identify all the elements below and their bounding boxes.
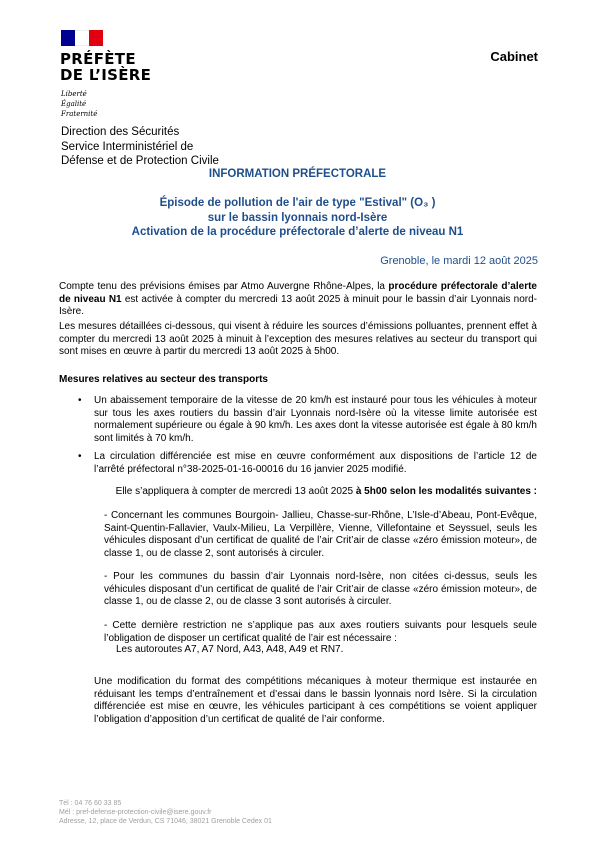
republic-motto [61, 89, 97, 119]
episode-title [0, 196, 595, 240]
exception-roads-list: Les autoroutes A7, A7 Nord, A43, A48, A49 et RN7. [116, 644, 344, 655]
service-line-2: Service Interministériel de [61, 140, 194, 153]
motto-fraternite: Fraternité [61, 110, 98, 118]
footer-contact [59, 799, 272, 826]
info-title: INFORMATION PRÉFECTORALE [208, 168, 387, 180]
intro-paragraph [59, 281, 537, 319]
intro-text-a: Compte tenu des prévisions émises par Atmo Auvergne Rhône-Alpes, la [59, 281, 389, 292]
competitions-paragraph: Une modification du format des compétitions mécaniques à moteur thermique est instaurée en réduisant les temps d’entraînement et d’essai dans le bassin lyonnais nord Isère. Si la circulation différenciée est mise en œuvre, les véhicules participant à ces compétitions se voient appliquer l’obligation d’apposition d’un certificat de qualité de l’air conforme. [94, 676, 537, 725]
schedule-text-bold: à 5h00 selon les modalités suivantes : [355, 486, 537, 497]
prefecture-line-1: PRÉFÈTE [60, 50, 136, 68]
prefecture-name [60, 51, 151, 83]
bullet-2-marker: • [78, 451, 82, 462]
footer-phone: Tél : 04 76 60 33 85 [59, 800, 122, 807]
republic-flag-logo [61, 30, 103, 46]
bullet-1-text: Un abaissement temporaire de la vitesse de 20 km/h est instauré pour tous les véhicules à moteur sur tous les axes routiers du bassin d’air Lyonnais nord-Isère où la vitesse limite autorisée est normalement supérieure ou égale à 90 km/h. Les axes dont la vitesse autorisée est égale à 80 km/h sont limités à 70 km/h. [94, 395, 537, 444]
restriction-other-communes: - Pour les communes du bassin d’air Lyonnais nord-Isère, non citées ci-dessus, seuls les véhicules disposant d’un certificat de qualité de l’air Crit’air de classe «zéro émission moteur», de classe 1, ou de classe 2, ou de classe 3 sont autorisés à circuler. [104, 571, 537, 607]
flag-white-band [75, 30, 89, 46]
footer-address: Adresse, 12, place de Verdun, CS 71046, 38021 Grenoble Cedex 01 [59, 818, 272, 825]
restriction-communes: - Concernant les communes Bourgoin- Jallieu, Chasse-sur-Rhône, L’Isle-d’Abeau, Pont-Evêque, Saint-Quentin-Fallavier, Vaulx-Milieu, La Verpillère, Vienne, Villefontaine et Seyssuel, seuls les véhicules disposant d’un certificat de qualité de l’air Crit’air de classe «zéro émission moteur», de classe 1, ou de classe 2, sont autorisés à circuler. [104, 510, 537, 559]
prefecture-line-2: DE L’ISÈRE [60, 66, 152, 84]
service-block [61, 125, 219, 169]
footer-email: Mél : pref-defense-protection-civile@isere.gouv.fr [59, 809, 212, 816]
cabinet-label: Cabinet [490, 49, 538, 64]
bullet-1-marker: • [78, 395, 82, 406]
service-line-3: Défense et de Protection Civile [61, 155, 219, 167]
flag-blue-band [61, 30, 75, 46]
motto-liberte: Liberté [61, 90, 87, 98]
schedule-text: Elle s’appliquera à compter de mercredi 13 août 2025 [115, 486, 356, 497]
episode-title-line-2: sur le bassin lyonnais nord-Isère [207, 211, 388, 224]
intro-text-bold: procédure préfectorale d’alerte de niveau N1 [59, 281, 537, 305]
section-title: Mesures relatives au secteur des transports [59, 374, 268, 385]
document-date: Grenoble, le mardi 12 août 2025 [380, 255, 538, 267]
motto-egalite: Égalité [61, 100, 87, 108]
episode-title-line-1: Épisode de pollution de l'air de type "Estival" (O₃ ) [159, 197, 436, 209]
restriction-exception: - Cette dernière restriction ne s’applique pas aux axes routiers suivants pour lesquels seule l’obligation de disposer un certificat qualité de l’air est nécessaire : [104, 620, 537, 644]
intro-text-c: est activée à compter du mercredi 13 août 2025 à minuit pour le bassin d’air Lyonnais nord-Isère. [59, 293, 537, 317]
service-line-1: Direction des Sécurités [61, 126, 180, 138]
bullet-2-schedule [94, 486, 537, 499]
measures-paragraph: Les mesures détaillées ci-dessous, qui visent à réduire les sources d’émissions polluantes, prennent effet à compter du mercredi 13 août 2025 à minuit à l’exception des mesures relatives au secteur du transport qui sont mises en œuvre à partir du mercredi 13 août 2025 à 5h00. [59, 321, 537, 357]
episode-title-line-3: Activation de la procédure préfectorale d’alerte de niveau N1 [131, 226, 464, 238]
bullet-2-text: La circulation différenciée est mise en œuvre conformément aux dispositions de l’article 12 de l’arrêté préfectoral n°38-2025-01-16-00016 du 16 janvier 2025 modifié. [94, 451, 537, 475]
flag-red-band [89, 30, 103, 46]
